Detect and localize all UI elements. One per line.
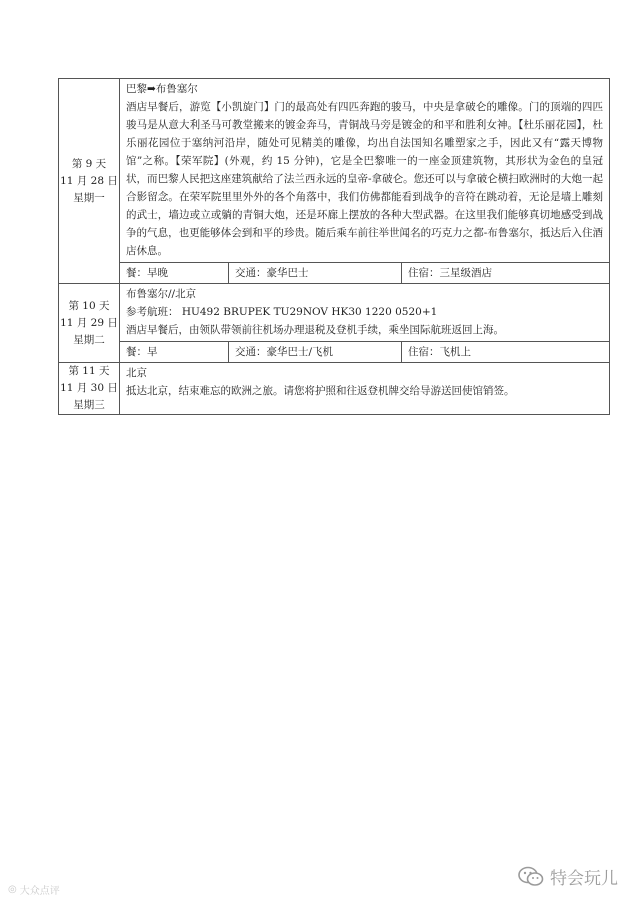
wechat-icon — [518, 866, 544, 888]
day-description: 酒店早餐后，由领队带领前往机场办理退税及登机手续，乘坐国际航班返回上海。 — [126, 324, 504, 336]
day-weekday: 星期三 — [73, 399, 105, 411]
day-content-cell — [120, 363, 610, 415]
route-title: 巴黎➡布鲁塞尔 — [126, 83, 198, 95]
day-date: 11 月 28 日 — [60, 174, 118, 187]
route-title: 北京 — [126, 367, 147, 379]
hotel-info: 住宿：三星级酒店 — [408, 267, 492, 279]
hotel-info: 住宿：飞机上 — [408, 346, 471, 358]
watermark — [8, 882, 60, 897]
day-number: 第 11 天 — [68, 365, 110, 377]
itinerary-table — [58, 78, 610, 415]
day-weekday: 星期二 — [73, 333, 105, 346]
transport-info: 交通：豪华巴士/飞机 — [229, 342, 402, 362]
watermark-text: 大众点评 — [19, 886, 60, 897]
day-date: 11 月 29 日 — [60, 316, 118, 329]
meal-info: 餐：早 — [120, 342, 229, 362]
route-title: 布鲁塞尔//北京 — [126, 288, 197, 300]
day-content-cell — [120, 79, 610, 284]
transport-info: 交通：豪华巴士 — [229, 263, 402, 283]
day-label-cell — [59, 284, 120, 363]
itinerary-row-day11 — [59, 363, 610, 415]
day-date: 11 月 30 日 — [60, 382, 118, 394]
day-content-cell — [120, 284, 610, 363]
day-description: 酒店早餐后，游览【小凯旋门】门的最高处有四匹奔跑的骏马，中央是拿破仑的雕像。门的顶端的四匹骏马是从意大利圣马可教堂搬来的镀金奔马，青铜战马旁是镀金的和平和胜利女神。【杜乐丽花园】，杜乐丽花园位于塞纳河沿岸，随处可见精美的雕像，均出自法国知名雕塑家之手，因此又有“露天博物馆”之称。【荣军院】(外观，约 15 分钟)，它是全巴黎唯一的一座金顶建筑物，其形状为金色的皇冠状，而巴黎人民把这座建筑献给了法兰西永远的皇帝-拿破仑。您还可以与拿破仑横扫欧洲时的大炮一起合影留念。在荣军院里里外外的各个角落中，我们仿佛都能看到战争的音符在跳动着，无论是墙上雕刻的武士，墙边或立或躺的青铜大炮，还是环廊上摆放的各种大型武器。在这里我们能够真切地感受到战争的气息，也更能够体会到和平的珍贵。随后乘车前往举世闻名的巧克力之都-布鲁塞尔，抵达后入住酒店休息。 — [126, 101, 603, 257]
weibo-icon: ◎ — [8, 884, 17, 895]
day-weekday: 星期一 — [73, 191, 105, 204]
itinerary-row-day10 — [59, 284, 610, 363]
itinerary-row-day9 — [59, 79, 610, 284]
day-description: 抵达北京，结束难忘的欧洲之旅。请您将护照和往返登机牌交给导游送回使馆销签。 — [126, 385, 515, 397]
wechat-account-mark — [518, 864, 618, 889]
flight-info: 参考航班： HU492 BRUPEK TU29NOV HK30 1220 0520+1 — [126, 306, 438, 318]
day-meta-row — [120, 262, 609, 283]
day-number: 第 10 天 — [68, 299, 110, 312]
meal-info: 餐：早晚 — [120, 263, 229, 283]
day-number: 第 9 天 — [71, 157, 107, 170]
day-meta-row — [120, 341, 609, 362]
wechat-name: 特会玩儿 — [550, 869, 618, 889]
day-label-cell — [59, 363, 120, 415]
day-label-cell — [59, 79, 120, 284]
